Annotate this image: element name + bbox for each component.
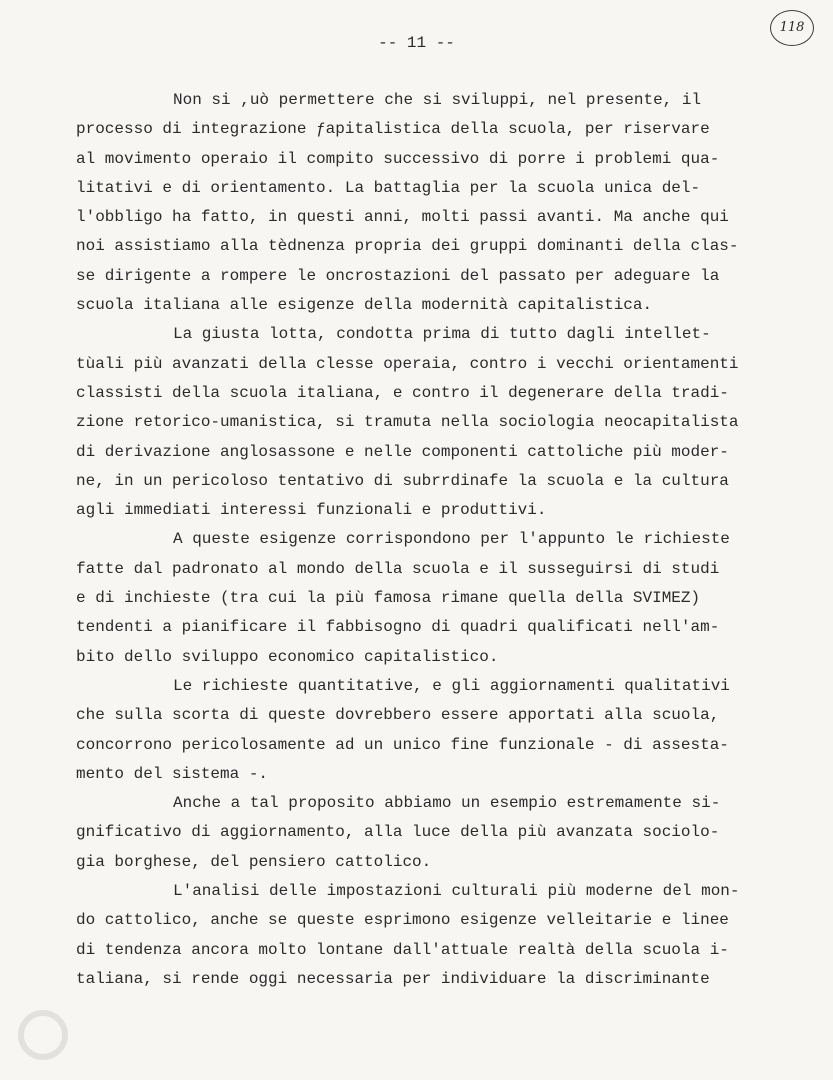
- text-line: agli immediati interessi funzionali e produttivi.: [76, 501, 547, 520]
- text-line: gia borghese, del pensiero cattolico.: [76, 852, 432, 871]
- text-line: gnificativo di aggiornamento, alla luce della più avanzata sociolo-: [76, 823, 720, 842]
- text-line: mento del sistema -.: [76, 764, 269, 783]
- text-line: do cattolico, anche se queste esprimono esigenze velleitarie e linee: [76, 911, 729, 930]
- page-number: -- 11 --: [378, 34, 455, 52]
- text-line: bito dello sviluppo economico capitalistico.: [76, 647, 499, 666]
- text-line: noi assistiamo alla tèdnenza propria dei gruppi dominanti della clas-: [76, 237, 739, 256]
- body-text: [76, 86, 776, 994]
- text-line: classisti della scuola italiana, e contro il degenerare della tradi-: [76, 383, 729, 402]
- archive-stamp: 118: [770, 10, 814, 46]
- text-line: di tendenza ancora molto lontane dall'attuale realtà della scuola i-: [76, 940, 729, 959]
- text-line: tendenti a pianificare il fabbisogno di quadri qualificati nell'am-: [76, 618, 720, 637]
- text-line: e di inchieste (tra cui la più famosa rimane quella della SVIMEZ): [76, 589, 701, 608]
- text-line: zione retorico-umanistica, si tramuta nella sociologia neocapitalista: [76, 413, 739, 432]
- watermark-logo-icon: [8, 1000, 78, 1060]
- text-line: concorrono pericolosamente ad un unico fine funzionale - di assesta-: [76, 735, 729, 754]
- text-line: processo di integrazione ƒapitalistica della scuola, per riservare: [76, 120, 710, 139]
- text-line: tùali più avanzati della clesse operaia, contro i vecchi orientamenti: [76, 354, 739, 373]
- text-line: A queste esigenze corrispondono per l'appunto le richieste: [173, 530, 730, 549]
- text-line: se dirigente a rompere le oncrostazioni del passato per adeguare la: [76, 266, 720, 285]
- text-line: al movimento operaio il compito successivo di porre i problemi qua-: [76, 149, 720, 168]
- text-line: Anche a tal proposito abbiamo un esempio estremamente si-: [173, 794, 721, 813]
- text-line: L'analisi delle impostazioni culturali più moderne del mon-: [173, 882, 740, 901]
- text-line: fatte dal padronato al mondo della scuola e il susseguirsi di studi: [76, 559, 720, 578]
- text-line: scuola italiana alle esigenze della modernità capitalistica.: [76, 296, 653, 315]
- text-line: ne, in un pericoloso tentativo di subrrdinafe la scuola e la cultura: [76, 471, 729, 490]
- text-line: Le richieste quantitative, e gli aggiornamenti qualitativi: [173, 676, 730, 695]
- text-line: che sulla scorta di queste dovrebbero essere apportati alla scuola,: [76, 706, 720, 725]
- text-line: La giusta lotta, condotta prima di tutto dagli intellet-: [173, 325, 711, 344]
- text-line: Non si ,uò permettere che si sviluppi, nel presente, il: [173, 91, 702, 109]
- text-line: taliana, si rende oggi necessaria per individuare la discriminante: [76, 969, 710, 988]
- text-line: di derivazione anglosassone e nelle componenti cattoliche più moder-: [76, 442, 729, 461]
- text-line: l'obbligo ha fatto, in questi anni, molti passi avanti. Ma anche qui: [76, 208, 729, 227]
- text-line: litativi e di orientamento. La battaglia per la scuola unica del-: [76, 178, 701, 197]
